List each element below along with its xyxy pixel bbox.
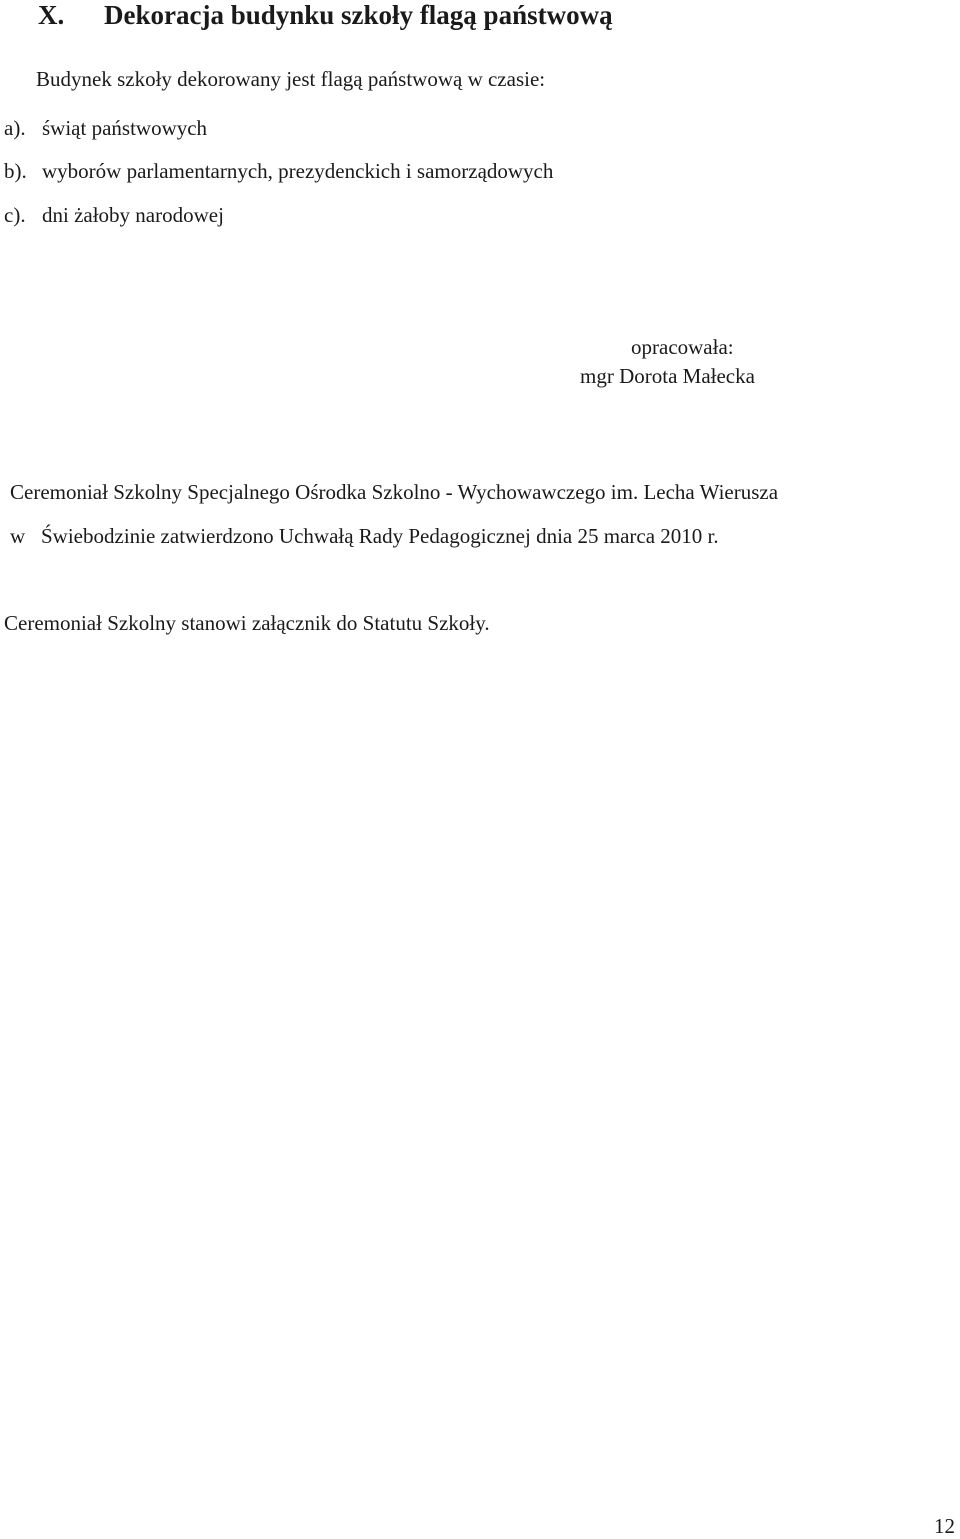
list-item	[4, 201, 224, 229]
prepared-by-label: opracowała:	[631, 335, 734, 359]
list-item	[4, 114, 207, 142]
ceremonial-line-2-rest: Świebodzinie zatwierdzono Uchwałą Rady Pedagogicznej dnia 25 marca 2010 r.	[41, 524, 719, 548]
list-marker: c).	[4, 203, 26, 227]
section-number: X.	[38, 0, 65, 30]
prepared-by-name: mgr Dorota Małecka	[580, 364, 755, 388]
ceremonial-line-1: Ceremoniał Szkolny Specjalnego Ośrodka Szkolno - Wychowawczego im. Lecha Wierusza	[10, 480, 779, 504]
section-title: Dekoracja budynku szkoły flagą państwową	[104, 0, 613, 30]
section-heading	[38, 0, 613, 32]
page-number: 12	[934, 1514, 955, 1538]
list-item-text: dni żałoby narodowej	[42, 203, 224, 227]
list-item-text: wyborów parlamentarnych, prezydenckich i samorządowych	[42, 159, 554, 183]
ceremonial-line-2-lead: w	[10, 524, 26, 548]
intro-text: Budynek szkoły dekorowany jest flagą państwową w czasie:	[36, 67, 546, 91]
list-marker: b).	[4, 159, 27, 183]
attachment-note: Ceremoniał Szkolny stanowi załącznik do Statutu Szkoły.	[4, 611, 490, 635]
ceremonial-line-2	[10, 522, 719, 550]
list-item	[4, 157, 553, 185]
list-marker: a).	[4, 116, 26, 140]
list-item-text: świąt państwowych	[42, 116, 208, 140]
